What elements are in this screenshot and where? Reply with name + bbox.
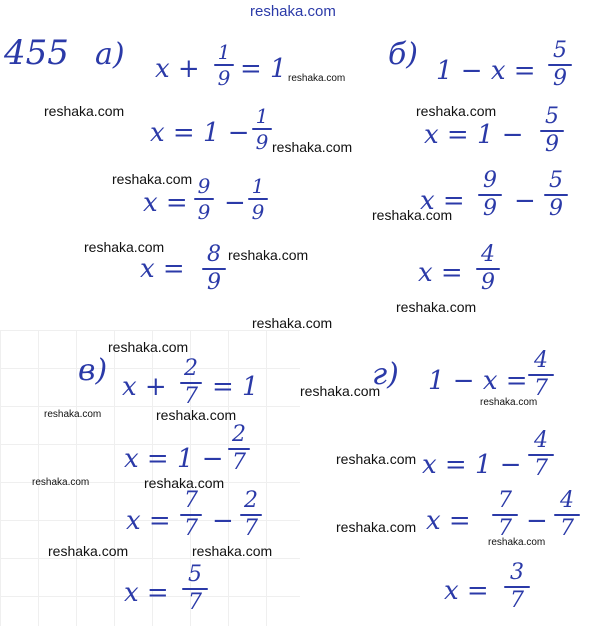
numerator: 4 [560, 488, 574, 513]
numerator: 8 [207, 242, 221, 267]
part-a-step3-fraction1 [194, 176, 214, 222]
watermark: reshaka.com [228, 247, 309, 263]
part-a-step3-op: − [224, 188, 246, 218]
part-g-step3-lhs: x = [426, 506, 471, 536]
denominator: 7 [534, 456, 548, 481]
denominator: 7 [188, 590, 202, 615]
part-b-step3-fraction2 [544, 170, 568, 220]
numerator: 4 [534, 348, 548, 373]
part-b-step2-fraction [540, 106, 564, 156]
numerator: 9 [197, 174, 211, 198]
denominator: 9 [255, 130, 269, 154]
part-g-step2-lhs: x = 1 − [422, 450, 522, 480]
watermark: reshaka.com [252, 315, 333, 331]
watermark: reshaka.com [300, 383, 381, 399]
part-a-step1-rhs: = 1 [240, 54, 287, 84]
part-g-step4-fraction [504, 562, 530, 612]
denominator: 9 [483, 196, 497, 221]
watermark: reshaka.com [488, 537, 546, 548]
part-b-step4-fraction [476, 244, 500, 294]
numerator: 9 [483, 168, 497, 193]
part-b-step1-fraction [548, 40, 572, 90]
part-a-step1-fraction [214, 42, 234, 88]
numerator: 7 [184, 488, 198, 513]
part-a-step2-fraction [252, 106, 272, 152]
part-b-step3-lhs: x = [420, 186, 465, 216]
part-v-step3-op: − [212, 506, 234, 536]
numerator: 5 [188, 562, 202, 587]
numerator: 1 [255, 104, 269, 128]
numerator: 7 [498, 488, 512, 513]
watermark: reshaka.com [108, 339, 189, 355]
numerator: 5 [545, 104, 559, 129]
watermark-top: reshaka.com [250, 3, 336, 20]
denominator: 9 [481, 270, 495, 295]
denominator: 9 [207, 270, 221, 295]
part-v-step1-fraction [180, 358, 202, 408]
part-v-step1-lhs: x + [122, 372, 167, 402]
part-g-step3-op: − [526, 506, 548, 536]
denominator: 9 [545, 132, 559, 157]
watermark: reshaka.com [336, 451, 417, 467]
denominator: 7 [510, 588, 524, 613]
numerator: 2 [184, 356, 198, 381]
denominator: 9 [217, 66, 231, 90]
part-b-step4-lhs: x = [418, 258, 463, 288]
part-v-step2-lhs: x = 1 − [124, 444, 224, 474]
watermark: reshaka.com [416, 103, 497, 119]
part-a-step3-fraction2 [248, 176, 268, 222]
part-v-step1-rhs: = 1 [212, 372, 259, 402]
denominator: 7 [184, 516, 198, 541]
watermark: reshaka.com [48, 543, 129, 559]
part-b-step3-fraction1 [478, 170, 502, 220]
watermark: reshaka.com [32, 477, 90, 488]
part-a-step1-lhs: x + [155, 54, 200, 84]
watermark: reshaka.com [372, 207, 453, 223]
watermark: reshaka.com [288, 73, 346, 84]
numerator: 1 [251, 174, 265, 198]
part-v-step4-fraction [182, 564, 208, 614]
part-a-step4-lhs: x = [140, 254, 185, 284]
part-g-step1-fraction [528, 350, 554, 400]
numerator: 4 [534, 428, 548, 453]
watermark: reshaka.com [44, 409, 102, 420]
watermark: reshaka.com [336, 519, 417, 535]
part-a-step4-fraction [202, 244, 226, 294]
part-v-step4-lhs: x = [124, 578, 169, 608]
watermark: reshaka.com [112, 171, 193, 187]
part-v-label: в) [78, 353, 108, 388]
denominator: 9 [197, 200, 211, 224]
denominator: 7 [184, 384, 198, 409]
numerator: 1 [217, 40, 231, 64]
numerator: 2 [232, 422, 246, 447]
watermark: reshaka.com [272, 139, 353, 155]
denominator: 7 [534, 376, 548, 401]
watermark: reshaka.com [192, 543, 273, 559]
watermark: reshaka.com [156, 407, 237, 423]
part-g-step3-fraction2 [554, 490, 580, 540]
watermark: reshaka.com [44, 103, 125, 119]
watermark: reshaka.com [480, 397, 538, 408]
part-a-step2-lhs: x = 1 − [150, 118, 250, 148]
part-g-step2-fraction [528, 430, 554, 480]
denominator: 7 [560, 516, 574, 541]
part-g-step1-lhs: 1 − x = [428, 366, 528, 396]
part-a-label: а) [95, 37, 125, 72]
numerator: 5 [553, 38, 567, 63]
denominator: 7 [498, 516, 512, 541]
part-b-step3-op: − [514, 186, 536, 216]
part-g-step3-fraction1 [492, 490, 518, 540]
part-g-label: г) [372, 357, 399, 392]
denominator: 9 [553, 66, 567, 91]
part-b-step2-lhs: x = 1 − [424, 120, 524, 150]
part-v-step3-fraction1 [180, 490, 202, 540]
denominator: 7 [244, 516, 258, 541]
part-v-step3-lhs: x = [126, 506, 171, 536]
part-v-step2-fraction [228, 424, 250, 474]
part-a-step3-lhs: x = [143, 188, 188, 218]
numerator: 5 [549, 168, 563, 193]
numerator: 3 [510, 560, 524, 585]
watermark: reshaka.com [84, 239, 165, 255]
part-v-step3-fraction2 [240, 490, 262, 540]
part-b-label: б) [388, 37, 419, 72]
watermark: reshaka.com [396, 299, 477, 315]
denominator: 9 [549, 196, 563, 221]
problem-number: 455 [4, 33, 69, 73]
watermark: reshaka.com [144, 475, 225, 491]
part-b-step1-lhs: 1 − x = [436, 56, 536, 86]
numerator: 4 [481, 242, 495, 267]
denominator: 7 [232, 450, 246, 475]
denominator: 9 [251, 200, 265, 224]
part-g-step4-lhs: x = [444, 576, 489, 606]
numerator: 2 [244, 488, 258, 513]
